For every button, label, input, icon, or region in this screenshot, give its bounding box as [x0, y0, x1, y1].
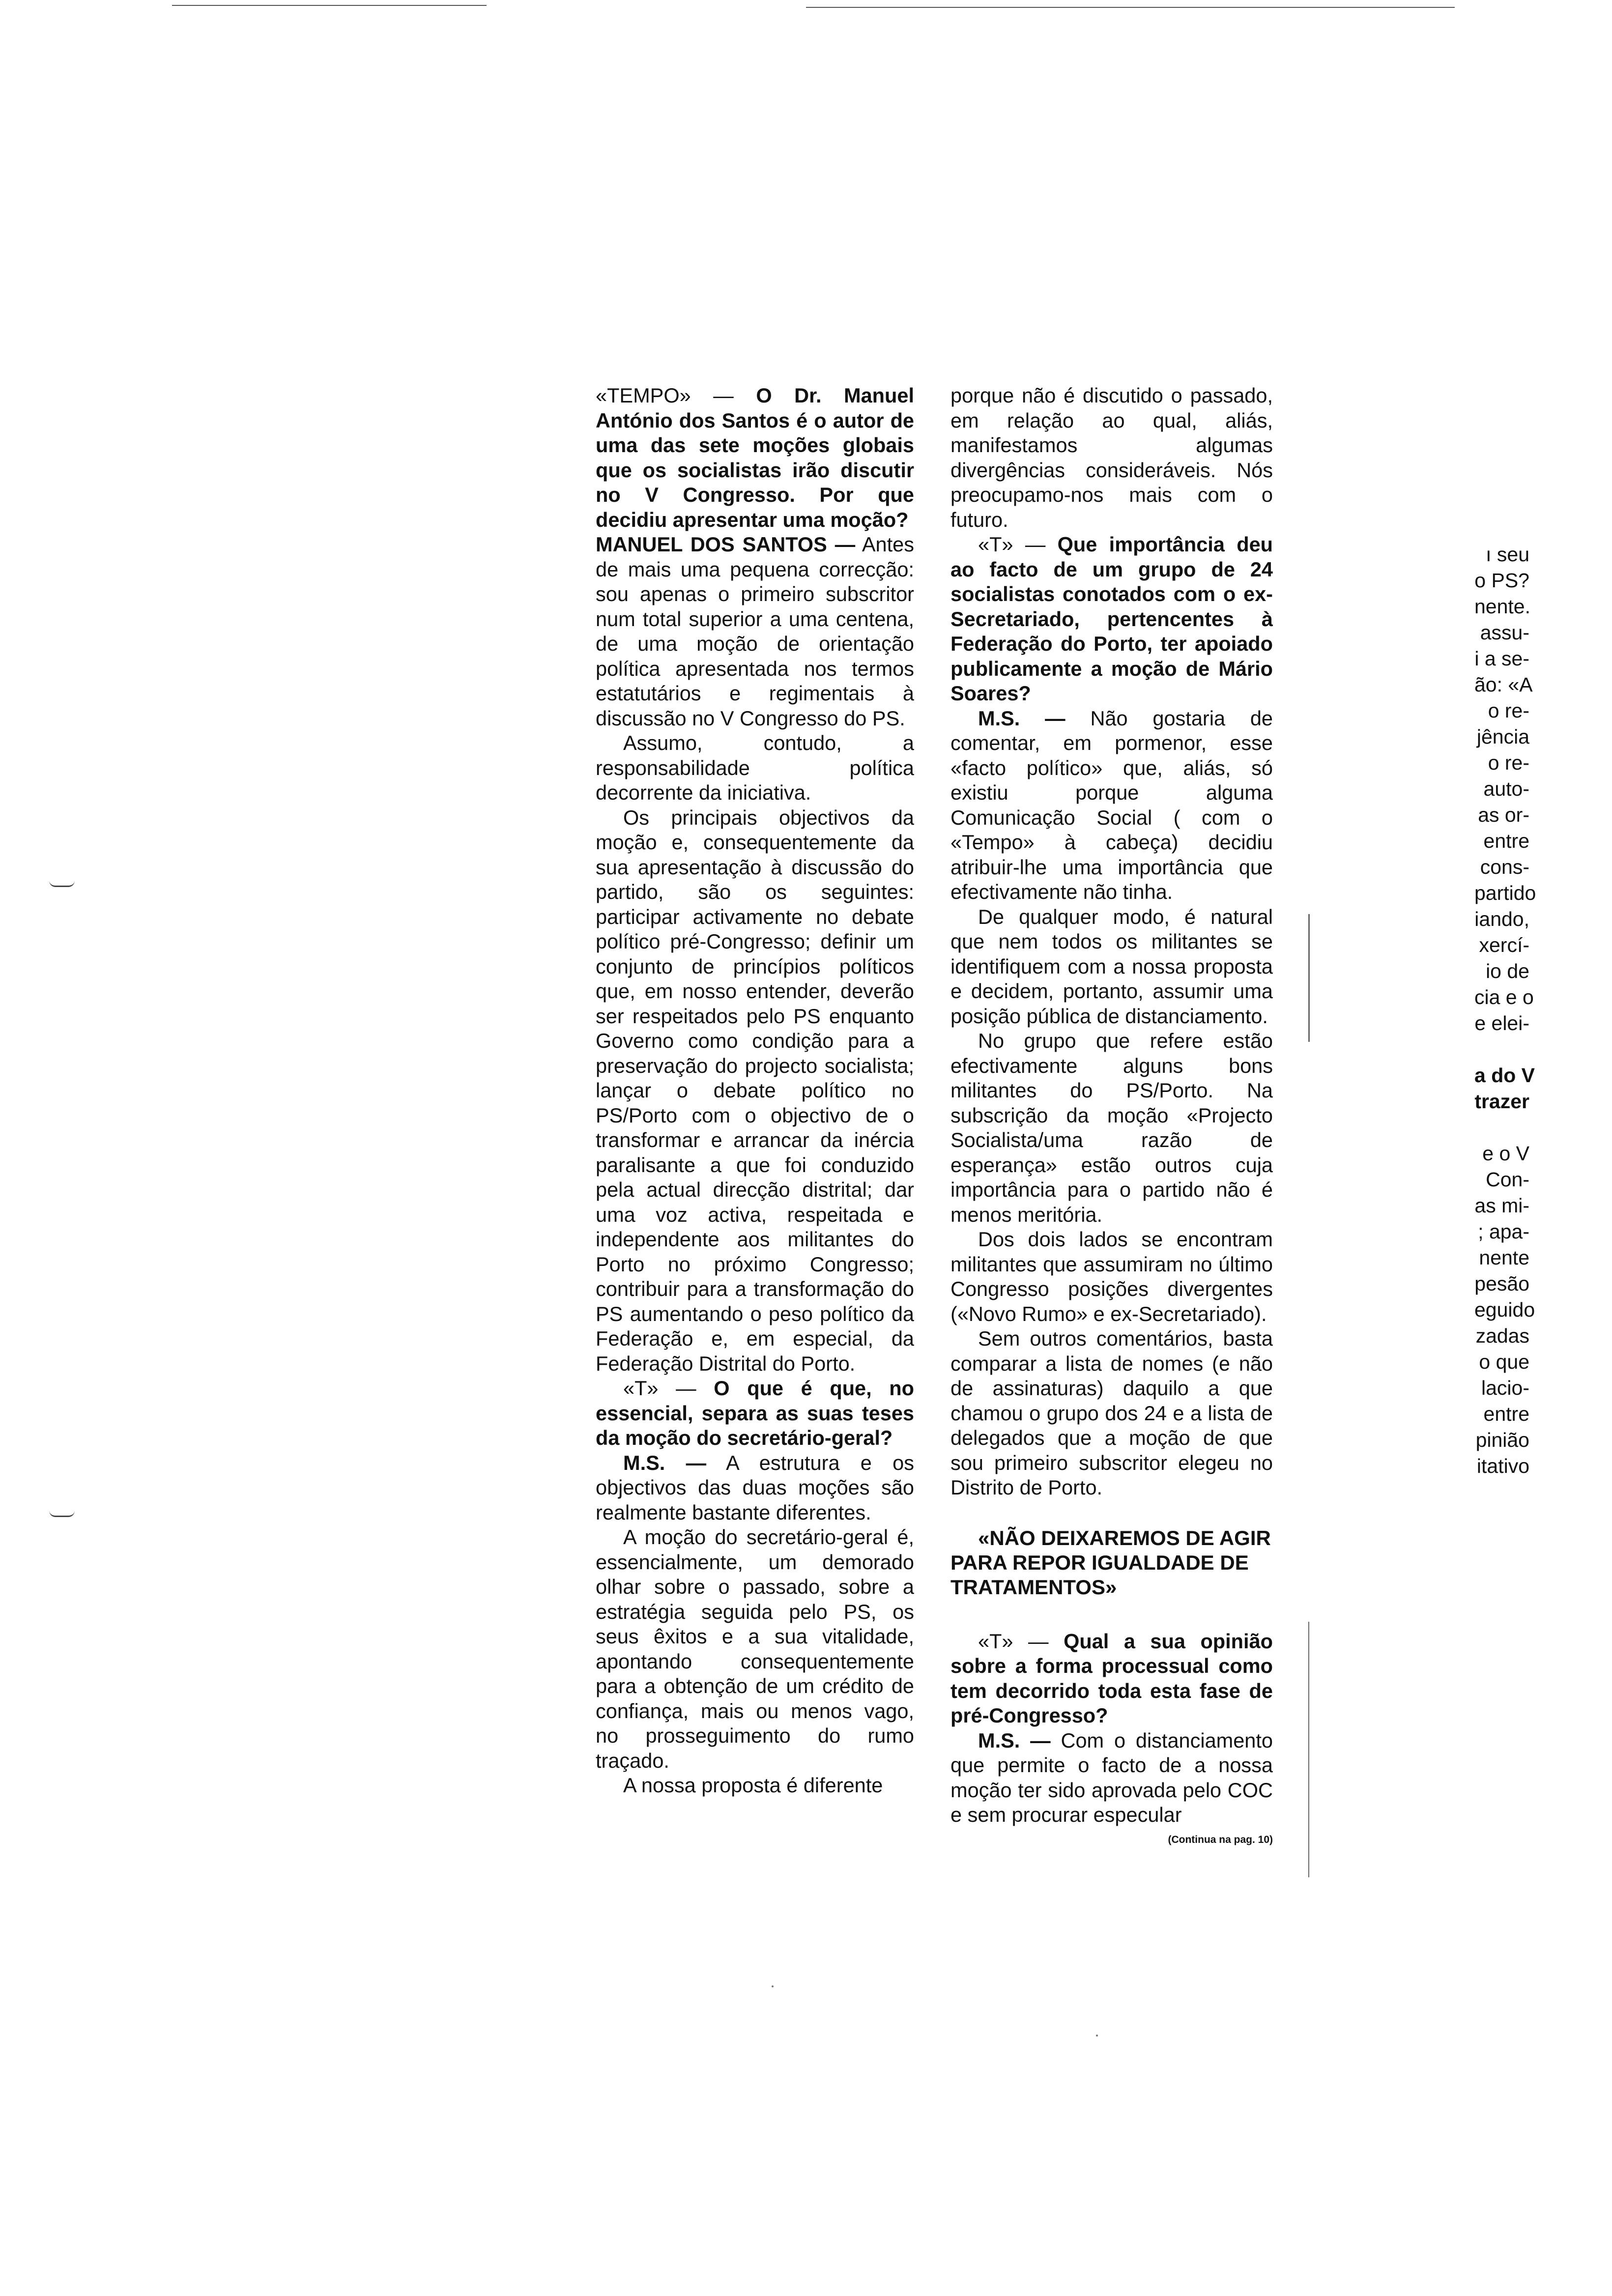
section-heading: «NÃO DEIXAREMOS DE AGIR PARA REPOR IGUALDADE DE TRATAMENTOS» — [950, 1526, 1271, 1599]
fragment-b-12: pinião — [1475, 1429, 1529, 1451]
fragment-10: auto- — [1483, 777, 1529, 800]
side-mark-lower — [49, 1511, 75, 1517]
answer-3-paragraph-3: No grupo que refere estão efectivamente alguns bons militantes do PS/Porto. Na subscrição da moção «Projecto Socialista/uma razão de esperança» estão outros cuja importância para o partido não é menos meritória. — [950, 1029, 1273, 1226]
fragment-5: i a se- — [1474, 647, 1529, 670]
fragment-b-9: o que — [1479, 1350, 1529, 1373]
fragment-b-6: pesão — [1474, 1272, 1529, 1295]
fragment-15: iando, — [1474, 908, 1529, 930]
fragment-b-5: nente — [1479, 1246, 1529, 1269]
answer-3-paragraph-5: Sem outros comentários, basta comparar a lista de nomes (e não de assinaturas) daquilo a que chamou o grupo dos 24 e a lista de delegados que a moção de que sou primeiro subscritor elegeu no Distrito de Porto. — [950, 1327, 1273, 1499]
fragment-b-8: zadas — [1475, 1324, 1529, 1347]
fragment-13: cons- — [1480, 856, 1529, 878]
fragment-2: o PS? — [1474, 569, 1529, 592]
column-divider-lower — [1308, 1622, 1309, 1877]
dot-mark-3 — [1096, 2035, 1098, 2037]
fragment-3: nente. — [1474, 595, 1530, 618]
continued-note: (Continua na pag. 10) — [1168, 1834, 1273, 1845]
fragment-b-2: Con- — [1486, 1168, 1529, 1191]
answer-paragraph-1: MANUEL DOS SANTOS — Antes de mais uma pequena correcção: sou apenas o primeiro subscritor num total superior a uma centena, de uma moção de orientação política apresentada nos termos estatutários e regimentais à discussão no V Congresso do PS. — [596, 533, 914, 730]
intro-source: «TEMPO» — — [596, 384, 734, 407]
dot-mark-2 — [772, 1985, 774, 1987]
fragment-b-10: lacio- — [1481, 1377, 1529, 1399]
fragment-b-13: itativo — [1476, 1455, 1529, 1477]
top-rule-left — [172, 5, 487, 6]
fragment-b-4: ; apa- — [1478, 1220, 1529, 1243]
fragment-4: assu- — [1480, 621, 1529, 644]
top-rule-right — [806, 7, 1455, 8]
fragment-b-3: as mi- — [1474, 1194, 1529, 1217]
cut-off-column-3 — [1474, 542, 1536, 1479]
article-column-2 — [950, 383, 1273, 1852]
fragment-16: xercí- — [1479, 934, 1529, 956]
answer-2-paragraph-2: A moção do secretário-geral é, essencialmente, um demorado olhar sobre o passado, sobre a estratégia seguida pelo PS, os seus êxitos e a sua vitalidade, apontando consequentemente para a obtenção de um crédito de confiança, mais ou menos vago, no prosseguimento do rumo traçado. — [596, 1525, 914, 1772]
fragment-17: io de — [1486, 960, 1529, 982]
answer-3-paragraph-2: De qualquer modo, é natural que nem todos os militantes se identifiquem com a nossa proposta e decidem, portanto, assumir uma posição pública de distanciamento. — [950, 905, 1273, 1028]
fragment-9: o re- — [1488, 751, 1529, 774]
fragment-bold-2: trazer — [1474, 1090, 1529, 1113]
intro-question: O Dr. Manuel António dos Santos é o autor de uma das sete moções globais que os socialistas irão discutir no V Congresso. Por que decidiu apresentar uma moção? — [596, 384, 914, 531]
fragment-14: partido — [1474, 882, 1536, 904]
fragment-12: entre — [1483, 830, 1529, 852]
fragment-8: jência — [1476, 725, 1529, 748]
answer-2-paragraph-3: A nossa proposta é diferente — [623, 1774, 883, 1797]
question-4: «T» — Qual a sua opinião sobre a forma processual como tem decorrido toda esta fase de pré-Congresso? — [950, 1629, 1273, 1727]
fragment-gap-2 — [1474, 1115, 1529, 1141]
answer-2-paragraph-1: M.S. — A estrutura e os objectivos das duas moções são realmente bastante diferentes. — [596, 1451, 914, 1524]
intro-paragraph — [596, 383, 914, 532]
question-3: «T» — Que importância deu ao facto de um grupo de 24 socialistas conotados com o ex-Secretariado, pertencentes à Federação do Porto, ter apoiado publicamente a moção de Mário Soares? — [950, 533, 1273, 705]
side-mark-upper — [49, 881, 75, 887]
fragment-b-1: e o V — [1482, 1142, 1529, 1165]
answer-3-paragraph-1: M.S. — Não gostaria de comentar, em pormenor, esse «facto político» que, aliás, só existiu porque alguma Comunicação Social ( com o «Tempo» à cabeça) decidiu atribuir-lhe uma importância que efectivamente não tinha. — [950, 706, 1273, 903]
fragment-18: cia e o — [1474, 986, 1534, 1008]
fragment-1: ı seu — [1486, 543, 1529, 566]
column-divider-upper — [1308, 914, 1310, 1042]
answer-3-paragraph-4: Dos dois lados se encontram militantes que assumiram no último Congresso posições divergentes («Novo Rumo» e ex-Secretariado). — [950, 1228, 1273, 1325]
fragment-7: o re- — [1488, 699, 1529, 722]
fragment-11: as or- — [1478, 804, 1529, 826]
fragment-gap — [1474, 1036, 1529, 1062]
fragment-19: e elei- — [1474, 1012, 1529, 1034]
col2-paragraph-1: porque não é discutido o passado, em relação ao qual, aliás, manifestamos algumas divergências consideráveis. Nós preocupamo-nos mais com o futuro. — [950, 384, 1273, 531]
fragment-b-11: entre — [1483, 1403, 1529, 1425]
fragment-bold-1: a do V — [1474, 1064, 1535, 1087]
answer-4-paragraph-1: M.S. — Com o distanciamento que permite o facto de a nossa moção ter sido aprovada pelo COC e sem procurar especular — [950, 1728, 1273, 1826]
article-column-1 — [596, 383, 914, 1798]
fragment-6: ão: «A — [1474, 673, 1533, 696]
fragment-b-7: eguido — [1474, 1298, 1535, 1321]
answer-paragraph-2: Assumo, contudo, a responsabilidade política decorrente da iniciativa. — [596, 731, 914, 804]
answer-speaker: MANUEL DOS SANTOS — — [596, 533, 856, 556]
answer-paragraph-3: Os principais objectivos da moção e, consequentemente da sua apresentação à discussão do partido, são os seguintes: participar activamente no debate político pré-Congresso; definir um conjunto de princípios políticos que, em nosso entender, deverão ser respeitados pelo PS enquanto Governo como condição para a preservação do projecto socialista; lançar o debate político no PS/Porto com o objectivo de o transformar e arrancar da inércia paralisante a que foi conduzido pela actual direcção distrital; dar uma voz activa, respeitada e independente aos militantes do Porto no próximo Congresso; contribuir para a transformação do PS aumentando o peso político da Federação e, em especial, da Federação Distrital do Porto. — [596, 805, 914, 1375]
question-2: «T» — O que é que, no essencial, separa as suas teses da moção do secretário-geral? — [596, 1377, 914, 1449]
